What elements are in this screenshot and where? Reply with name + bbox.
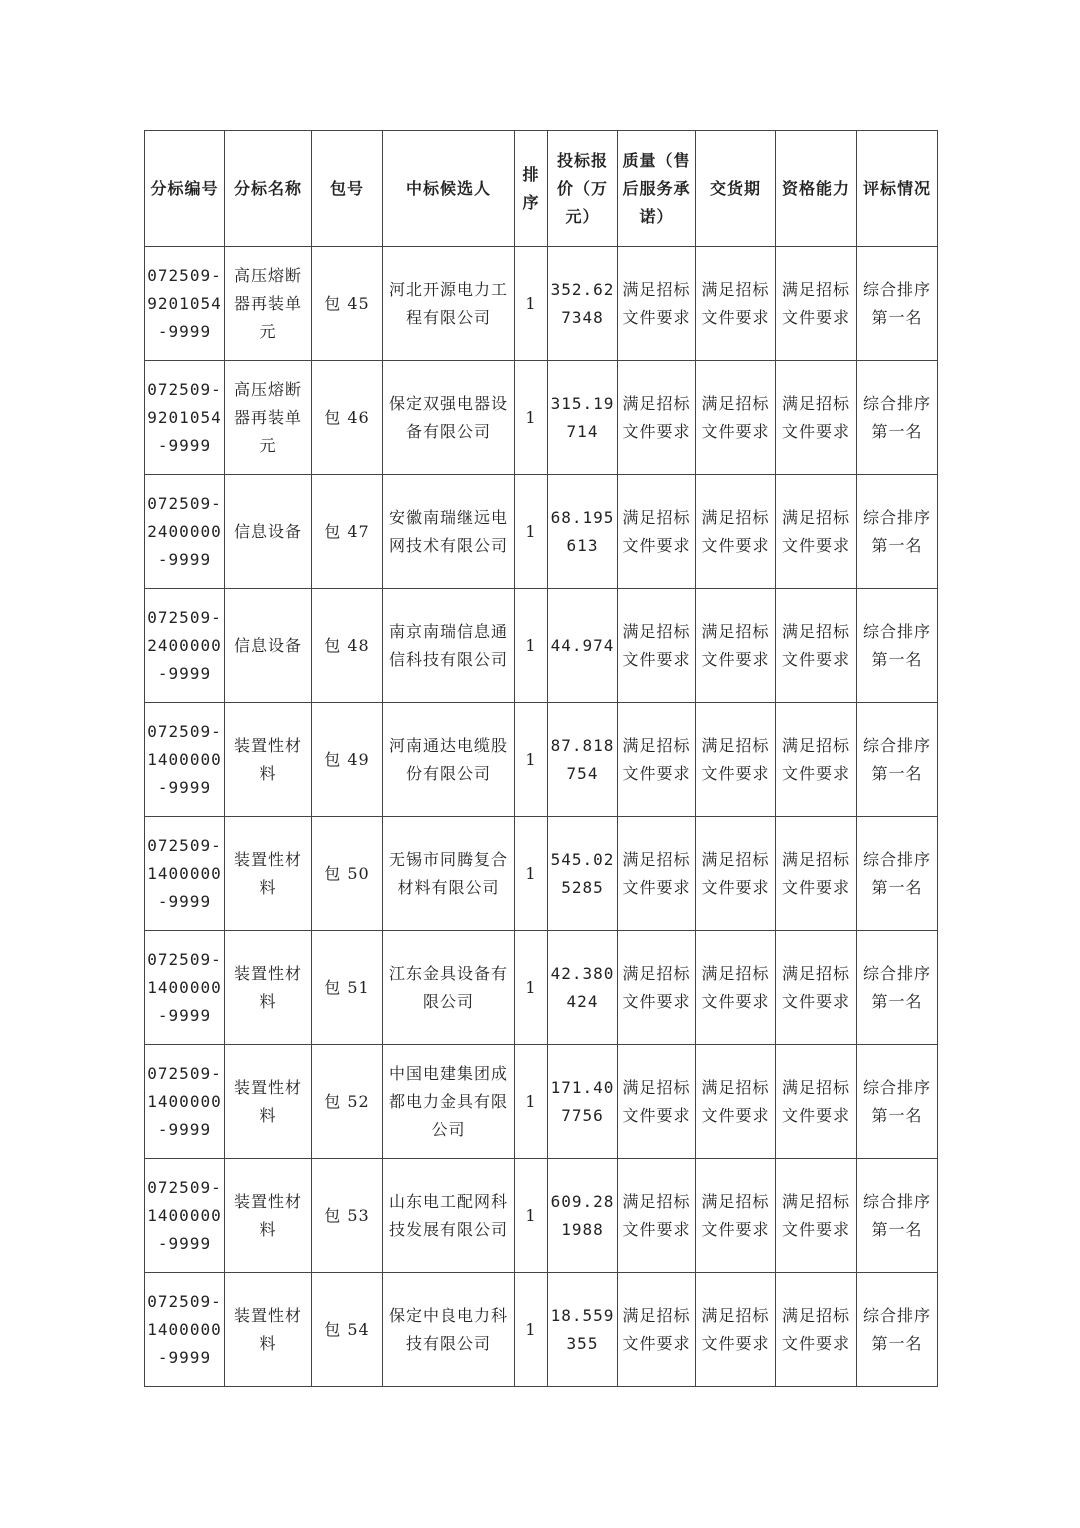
- table-row: [145, 1159, 938, 1273]
- winning-candidate-cell: 山东电工配网科技发展有限公司: [383, 1159, 515, 1273]
- winning-candidate-cell: 河南通达电缆股份有限公司: [383, 703, 515, 817]
- code-cell: 072509-1400000-9999: [145, 1273, 225, 1387]
- delivery-cell: 满足招标文件要求: [696, 361, 776, 475]
- rank-cell: 1: [515, 1159, 548, 1273]
- bid-price-cell: 87.818754: [548, 703, 618, 817]
- evaluation-cell: 综合排序第一名: [857, 361, 938, 475]
- bid-price-cell: 42.380424: [548, 931, 618, 1045]
- header-cell: 投标报价（万元）: [548, 131, 618, 247]
- package-number-cell: 包 46: [312, 361, 383, 475]
- subpackage-name-cell: 装置性材料: [225, 931, 312, 1045]
- quality-cell: 满足招标文件要求: [618, 475, 696, 589]
- table-row: [145, 247, 938, 361]
- quality-cell: 满足招标文件要求: [618, 1045, 696, 1159]
- delivery-cell: 满足招标文件要求: [696, 1045, 776, 1159]
- package-number-cell: 包 52: [312, 1045, 383, 1159]
- delivery-cell: 满足招标文件要求: [696, 1273, 776, 1387]
- table-row: [145, 1273, 938, 1387]
- bid-price-cell: 315.19714: [548, 361, 618, 475]
- subpackage-name-cell: 高压熔断器再装单元: [225, 361, 312, 475]
- rank-cell: 1: [515, 1045, 548, 1159]
- header-cell: 中标候选人: [383, 131, 515, 247]
- evaluation-cell: 综合排序第一名: [857, 475, 938, 589]
- quality-cell: 满足招标文件要求: [618, 931, 696, 1045]
- qualification-cell: 满足招标文件要求: [776, 589, 857, 703]
- quality-cell: 满足招标文件要求: [618, 703, 696, 817]
- evaluation-cell: 综合排序第一名: [857, 1045, 938, 1159]
- rank-cell: 1: [515, 1273, 548, 1387]
- header-cell: 交货期: [696, 131, 776, 247]
- header-cell: 分标名称: [225, 131, 312, 247]
- table-header-row: [145, 131, 938, 247]
- code-cell: 072509-1400000-9999: [145, 817, 225, 931]
- package-number-cell: 包 51: [312, 931, 383, 1045]
- subpackage-name-cell: 装置性材料: [225, 1159, 312, 1273]
- package-number-cell: 包 49: [312, 703, 383, 817]
- table-row: [145, 703, 938, 817]
- qualification-cell: 满足招标文件要求: [776, 361, 857, 475]
- evaluation-cell: 综合排序第一名: [857, 1273, 938, 1387]
- table-row: [145, 817, 938, 931]
- bid-price-cell: 171.407756: [548, 1045, 618, 1159]
- rank-cell: 1: [515, 361, 548, 475]
- code-cell: 072509-1400000-9999: [145, 703, 225, 817]
- package-number-cell: 包 47: [312, 475, 383, 589]
- subpackage-name-cell: 信息设备: [225, 589, 312, 703]
- bid-price-cell: 352.627348: [548, 247, 618, 361]
- package-number-cell: 包 54: [312, 1273, 383, 1387]
- subpackage-name-cell: 高压熔断器再装单元: [225, 247, 312, 361]
- qualification-cell: 满足招标文件要求: [776, 1273, 857, 1387]
- winning-candidate-cell: 河北开源电力工程有限公司: [383, 247, 515, 361]
- subpackage-name-cell: 信息设备: [225, 475, 312, 589]
- winning-candidate-cell: 保定双强电器设备有限公司: [383, 361, 515, 475]
- package-number-cell: 包 53: [312, 1159, 383, 1273]
- winning-candidate-cell: 中国电建集团成都电力金具有限公司: [383, 1045, 515, 1159]
- quality-cell: 满足招标文件要求: [618, 1159, 696, 1273]
- rank-cell: 1: [515, 817, 548, 931]
- bid-result-table: [144, 130, 938, 1387]
- evaluation-cell: 综合排序第一名: [857, 589, 938, 703]
- header-cell: 包号: [312, 131, 383, 247]
- code-cell: 072509-1400000-9999: [145, 931, 225, 1045]
- evaluation-cell: 综合排序第一名: [857, 703, 938, 817]
- code-cell: 072509-9201054-9999: [145, 361, 225, 475]
- table-row: [145, 1045, 938, 1159]
- delivery-cell: 满足招标文件要求: [696, 931, 776, 1045]
- code-cell: 072509-2400000-9999: [145, 589, 225, 703]
- header-cell: 排序: [515, 131, 548, 247]
- rank-cell: 1: [515, 703, 548, 817]
- quality-cell: 满足招标文件要求: [618, 589, 696, 703]
- package-number-cell: 包 48: [312, 589, 383, 703]
- winning-candidate-cell: 江东金具设备有限公司: [383, 931, 515, 1045]
- table-row: [145, 589, 938, 703]
- quality-cell: 满足招标文件要求: [618, 247, 696, 361]
- subpackage-name-cell: 装置性材料: [225, 1273, 312, 1387]
- code-cell: 072509-2400000-9999: [145, 475, 225, 589]
- evaluation-cell: 综合排序第一名: [857, 247, 938, 361]
- delivery-cell: 满足招标文件要求: [696, 247, 776, 361]
- bid-price-cell: 68.195613: [548, 475, 618, 589]
- delivery-cell: 满足招标文件要求: [696, 1159, 776, 1273]
- header-cell: 分标编号: [145, 131, 225, 247]
- bid-price-cell: 545.025285: [548, 817, 618, 931]
- delivery-cell: 满足招标文件要求: [696, 589, 776, 703]
- quality-cell: 满足招标文件要求: [618, 817, 696, 931]
- table-row: [145, 931, 938, 1045]
- rank-cell: 1: [515, 247, 548, 361]
- package-number-cell: 包 50: [312, 817, 383, 931]
- evaluation-cell: 综合排序第一名: [857, 931, 938, 1045]
- delivery-cell: 满足招标文件要求: [696, 703, 776, 817]
- qualification-cell: 满足招标文件要求: [776, 1045, 857, 1159]
- header-cell: 质量（售后服务承诺）: [618, 131, 696, 247]
- table-row: [145, 475, 938, 589]
- subpackage-name-cell: 装置性材料: [225, 703, 312, 817]
- header-cell: 资格能力: [776, 131, 857, 247]
- evaluation-cell: 综合排序第一名: [857, 1159, 938, 1273]
- rank-cell: 1: [515, 931, 548, 1045]
- bid-price-cell: 44.974: [548, 589, 618, 703]
- qualification-cell: 满足招标文件要求: [776, 247, 857, 361]
- table-row: [145, 361, 938, 475]
- rank-cell: 1: [515, 589, 548, 703]
- winning-candidate-cell: 南京南瑞信息通信科技有限公司: [383, 589, 515, 703]
- winning-candidate-cell: 安徽南瑞继远电网技术有限公司: [383, 475, 515, 589]
- qualification-cell: 满足招标文件要求: [776, 475, 857, 589]
- bid-price-cell: 609.281988: [548, 1159, 618, 1273]
- delivery-cell: 满足招标文件要求: [696, 817, 776, 931]
- package-number-cell: 包 45: [312, 247, 383, 361]
- code-cell: 072509-1400000-9999: [145, 1045, 225, 1159]
- winning-candidate-cell: 保定中良电力科技有限公司: [383, 1273, 515, 1387]
- header-cell: 评标情况: [857, 131, 938, 247]
- qualification-cell: 满足招标文件要求: [776, 703, 857, 817]
- subpackage-name-cell: 装置性材料: [225, 817, 312, 931]
- code-cell: 072509-1400000-9999: [145, 1159, 225, 1273]
- winning-candidate-cell: 无锡市同腾复合材料有限公司: [383, 817, 515, 931]
- qualification-cell: 满足招标文件要求: [776, 931, 857, 1045]
- quality-cell: 满足招标文件要求: [618, 361, 696, 475]
- evaluation-cell: 综合排序第一名: [857, 817, 938, 931]
- rank-cell: 1: [515, 475, 548, 589]
- qualification-cell: 满足招标文件要求: [776, 817, 857, 931]
- quality-cell: 满足招标文件要求: [618, 1273, 696, 1387]
- code-cell: 072509-9201054-9999: [145, 247, 225, 361]
- bid-price-cell: 18.559355: [548, 1273, 618, 1387]
- subpackage-name-cell: 装置性材料: [225, 1045, 312, 1159]
- qualification-cell: 满足招标文件要求: [776, 1159, 857, 1273]
- delivery-cell: 满足招标文件要求: [696, 475, 776, 589]
